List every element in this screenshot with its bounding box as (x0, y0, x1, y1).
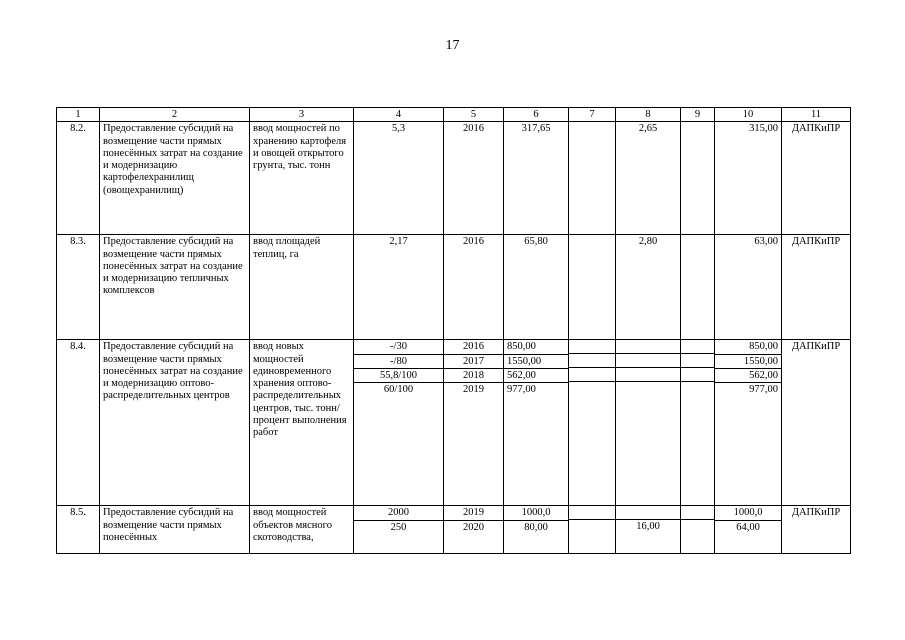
table-row (57, 340, 851, 506)
row-number: 8.2. (57, 122, 100, 235)
header-cell: 11 (782, 108, 851, 122)
col10-cell: 1000,0 (715, 506, 781, 520)
header-cell: 5 (444, 108, 504, 122)
col8-cell: 2,65 (616, 122, 681, 235)
year-cell: 2018 (444, 368, 503, 382)
executor-cell: ДАПКиПР (782, 122, 851, 235)
indicator-cell: ввод площадей теплиц, га (250, 235, 354, 340)
col10-cell: 850,00 (715, 340, 781, 354)
col10-cell: 977,00 (749, 384, 778, 396)
header-cell: 6 (504, 108, 569, 122)
value-cell: -/80 (354, 354, 443, 368)
col9-column (681, 506, 715, 554)
value-cell: 55,8/100 (354, 368, 443, 382)
header-cell: 7 (569, 108, 616, 122)
header-cell: 10 (715, 108, 782, 122)
col8-cell (616, 506, 680, 520)
table-row (57, 235, 851, 340)
value-column (354, 340, 444, 506)
total-cell: 317,65 (504, 122, 569, 235)
col10-cell: 64,00 (736, 521, 760, 533)
col10-cell: 1550,00 (715, 354, 781, 368)
year-cell: 2019 (444, 506, 503, 520)
header-cell: 3 (250, 108, 354, 122)
col9-column (681, 340, 715, 506)
activity-cell: Предоставление субсидий на возмещение части прямых понесённых затрат на создание и модернизацию тепличных комплексов (100, 235, 250, 340)
total-column (504, 340, 569, 506)
col7-cell (569, 235, 616, 340)
row-number: 8.4. (57, 340, 100, 506)
row-number: 8.5. (57, 506, 100, 554)
total-cell: 850,00 (504, 340, 568, 354)
year-cell: 2017 (444, 354, 503, 368)
total-cell: 562,00 (504, 368, 568, 382)
total-cell: 80,00 (524, 521, 548, 533)
year-cell: 2019 (463, 384, 484, 396)
value-cell: -/30 (354, 340, 443, 354)
value-cell: 60/100 (383, 384, 414, 396)
indicator-cell: ввод новых мощностей единовременного хранения оптово-распределительных центров, тыс. тонн/ процент выполнения работ (250, 340, 354, 506)
value-cell: 2000 (354, 506, 443, 520)
year-cell: 2016 (444, 122, 504, 235)
col7-column (569, 340, 616, 506)
total-cell: 1550,00 (504, 354, 568, 368)
col8-column (616, 506, 681, 554)
value-column (354, 506, 444, 554)
total-column (504, 506, 569, 554)
header-cell: 8 (616, 108, 681, 122)
col10-cell: 562,00 (715, 368, 781, 382)
header-cell: 2 (100, 108, 250, 122)
year-cell: 2016 (444, 340, 503, 354)
indicator-cell: ввод мощностей по хранению картофеля и овощей открытого грунта, тыс. тонн (250, 122, 354, 235)
activity-cell: Предоставление субсидий на возмещение части прямых понесённых (100, 506, 250, 554)
table-row (57, 506, 851, 554)
activity-cell: Предоставление субсидий на возмещение части прямых понесённых затрат на создание и модернизацию картофелехранилищ (овощехранилищ) (100, 122, 250, 235)
header-cell: 1 (57, 108, 100, 122)
col7-cell (569, 122, 616, 235)
col9-cell (681, 235, 715, 340)
executor-cell: ДАПКиПР (782, 340, 851, 506)
value-cell: 5,3 (354, 122, 444, 235)
indicator-cell: ввод мощностей объектов мясного скотоводства, (250, 506, 354, 554)
header-cell: 9 (681, 108, 715, 122)
executor-cell: ДАПКиПР (782, 235, 851, 340)
year-column (444, 340, 504, 506)
year-column (444, 506, 504, 554)
value-cell: 2,17 (354, 235, 444, 340)
col8-cell: 16,00 (636, 521, 660, 533)
row-number: 8.3. (57, 235, 100, 340)
col9-cell (681, 122, 715, 235)
year-cell: 2020 (463, 521, 484, 533)
col10-cell: 315,00 (715, 122, 782, 235)
col10-column (715, 506, 782, 554)
header-cell: 4 (354, 108, 444, 122)
total-cell: 977,00 (507, 384, 536, 396)
col8-cell: 2,80 (616, 235, 681, 340)
total-cell: 65,80 (504, 235, 569, 340)
executor-cell: ДАПКиПР (782, 506, 851, 554)
col8-column (616, 340, 681, 506)
col10-column (715, 340, 782, 506)
col7-column (569, 506, 616, 554)
header-row (57, 108, 851, 122)
col10-cell: 63,00 (715, 235, 782, 340)
activity-cell: Предоставление субсидий на возмещение части прямых понесённых затрат на создание и модернизацию оптово-распределительных центров (100, 340, 250, 506)
year-cell: 2016 (444, 235, 504, 340)
total-cell: 1000,0 (504, 506, 568, 520)
value-cell: 250 (390, 521, 407, 533)
program-table (56, 107, 851, 554)
page-number: 17 (445, 38, 460, 53)
table-row (57, 122, 851, 235)
